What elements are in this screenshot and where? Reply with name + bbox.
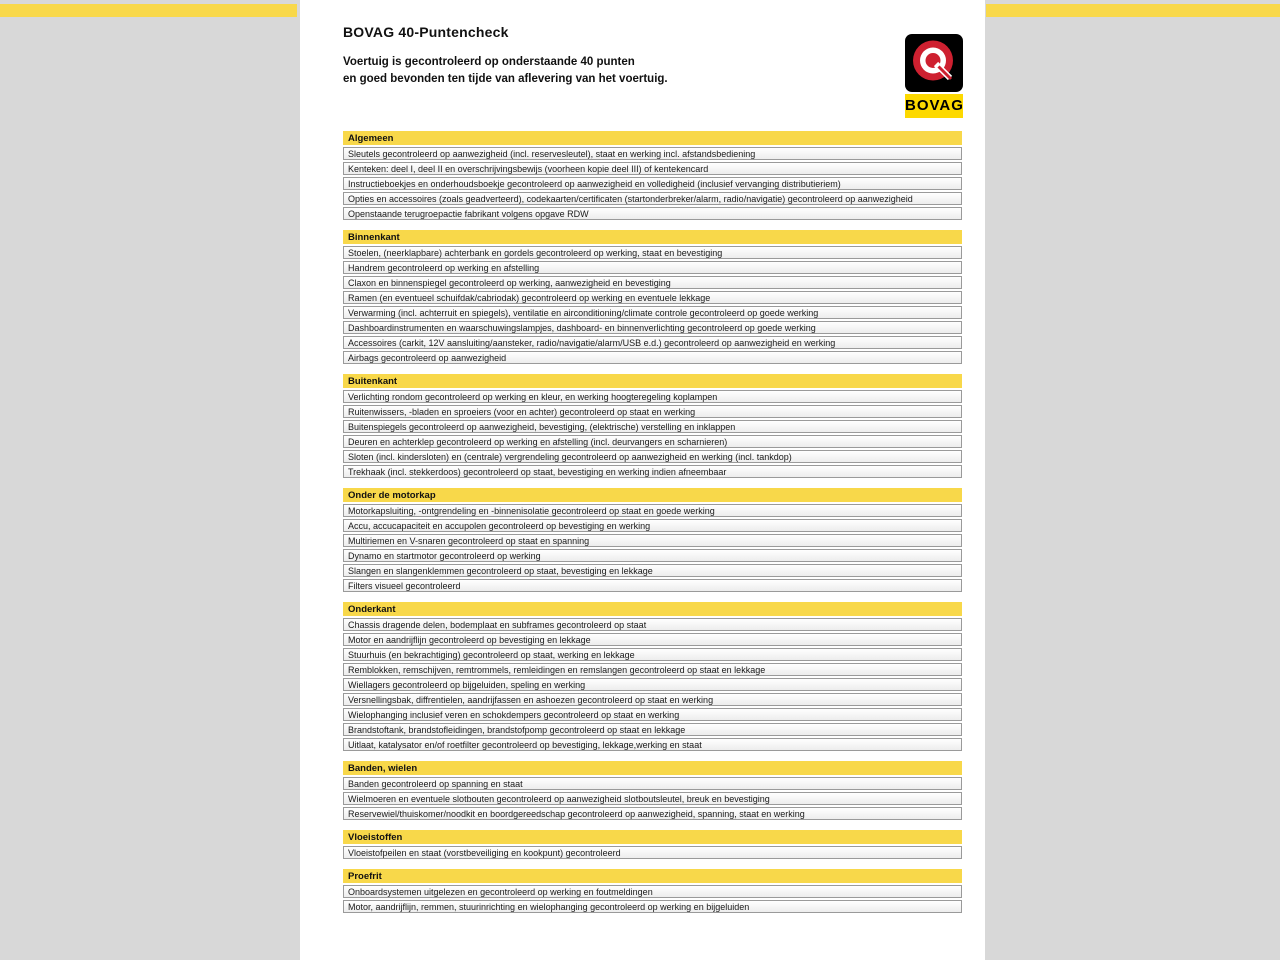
checklist-item: Trekhaak (incl. stekkerdoos) gecontroleerd op staat, bevestiging en werking indien afneembaar [343,465,962,478]
checklist-item: Ramen (en eventueel schuifdak/cabriodak) gecontroleerd op werking en eventuele lekkage [343,291,962,304]
checklist-item: Onboardsystemen uitgelezen en gecontroleerd op werking en foutmeldingen [343,885,962,898]
checklist-item: Motor, aandrijflijn, remmen, stuurinrichting en wielophanging gecontroleerd op werking en bijgeluiden [343,900,962,913]
checklist-item: Banden gecontroleerd op spanning en staat [343,777,962,790]
section-onder-de-motorkap [343,488,962,592]
top-accent-bar-left [0,4,297,17]
checklist-item: Deuren en achterklep gecontroleerd op werking en afstelling (incl. deurvangers en scharnieren) [343,435,962,448]
checklist-item: Remblokken, remschijven, remtrommels, remleidingen en remslangen gecontroleerd op staat en lekkage [343,663,962,676]
bovag-emblem-icon [905,34,963,92]
checklist-item: Instructieboekjes en onderhoudsboekje gecontroleerd op aanwezigheid en volledigheid (inclusief vervanging distributieriem) [343,177,962,190]
checklist-item: Wiellagers gecontroleerd op bijgeluiden, speling en werking [343,678,962,691]
checklist-item: Ruitenwissers, -bladen en sproeiers (voor en achter) gecontroleerd op staat en werking [343,405,962,418]
checklist-item: Brandstoftank, brandstofleidingen, brandstofpomp gecontroleerd op staat en lekkage [343,723,962,736]
checklist [343,131,962,923]
checklist-item: Stoelen, (neerklapbare) achterbank en gordels gecontroleerd op werking, staat en bevestiging [343,246,962,259]
section-algemeen [343,131,962,220]
checklist-item: Claxon en binnenspiegel gecontroleerd op werking, aanwezigheid en bevestiging [343,276,962,289]
section-proefrit [343,869,962,913]
checklist-item: Stuurhuis (en bekrachtiging) gecontroleerd op staat, werking en lekkage [343,648,962,661]
checklist-item: Buitenspiegels gecontroleerd op aanwezigheid, bevestiging, (elektrische) verstelling en inklappen [343,420,962,433]
document-page [300,0,985,960]
checklist-item: Handrem gecontroleerd op werking en afstelling [343,261,962,274]
checklist-item: Dynamo en startmotor gecontroleerd op werking [343,549,962,562]
checklist-item: Wielophanging inclusief veren en schokdempers gecontroleerd op staat en werking [343,708,962,721]
checklist-item: Airbags gecontroleerd op aanwezigheid [343,351,962,364]
section-header: Algemeen [343,131,962,145]
section-header: Buitenkant [343,374,962,388]
checklist-item: Sleutels gecontroleerd op aanwezigheid (incl. reservesleutel), staat en werking incl. afstandsbediening [343,147,962,160]
section-header: Onder de motorkap [343,488,962,502]
checklist-item: Filters visueel gecontroleerd [343,579,962,592]
checklist-item: Uitlaat, katalysator en/of roetfilter gecontroleerd op bevestiging, lekkage,werking en staat [343,738,962,751]
checklist-item: Accu, accucapaciteit en accupolen gecontroleerd op bevestiging en werking [343,519,962,532]
checklist-item: Chassis dragende delen, bodemplaat en subframes gecontroleerd op staat [343,618,962,631]
checklist-item: Reservewiel/thuiskomer/noodkit en boordgereedschap gecontroleerd op aanwezigheid, spanning, staat en werking [343,807,962,820]
section-header: Binnenkant [343,230,962,244]
checklist-item: Verwarming (incl. achterruit en spiegels), ventilatie en airconditioning/climate controle gecontroleerd op goede werking [343,306,962,319]
checklist-item: Accessoires (carkit, 12V aansluiting/aansteker, radio/navigatie/alarm/USB e.d.) gecontroleerd op aanwezigheid en werking [343,336,962,349]
checklist-item: Motorkapsluiting, -ontgrendeling en -binnenisolatie gecontroleerd op staat en goede werking [343,504,962,517]
subtitle-line-2: en goed bevonden ten tijde van aflevering van het voertuig. [343,73,668,85]
checklist-item: Kenteken: deel I, deel II en overschrijvingsbewijs (voorheen kopie deel III) of kentekencard [343,162,962,175]
bovag-logo [905,34,963,118]
section-banden-wielen [343,761,962,820]
section-header: Proefrit [343,869,962,883]
checklist-item: Multiriemen en V-snaren gecontroleerd op staat en spanning [343,534,962,547]
section-header: Banden, wielen [343,761,962,775]
checklist-item: Verlichting rondom gecontroleerd op werking en kleur, en werking hoogteregeling koplampen [343,390,962,403]
section-header: Onderkant [343,602,962,616]
checklist-item: Opties en accessoires (zoals geadverteerd), codekaarten/certificaten (startonderbreker/alarm, radio/navigatie) gecontroleerd op aanwezigheid [343,192,962,205]
checklist-item: Sloten (incl. kindersloten) en (centrale) vergrendeling gecontroleerd op aanwezigheid en werking (incl. tankdop) [343,450,962,463]
subtitle-line-1: Voertuig is gecontroleerd op onderstaande 40 punten [343,56,635,68]
bovag-logo-wordmark: BOVAG [905,94,963,118]
checklist-item: Openstaande terugroepactie fabrikant volgens opgave RDW [343,207,962,220]
page-subtitle [343,54,668,88]
checklist-item: Dashboardinstrumenten en waarschuwingslampjes, dashboard- en binnenverlichting gecontroleerd op goede werking [343,321,962,334]
page-title: BOVAG 40-Puntencheck [343,24,509,40]
section-onderkant [343,602,962,751]
section-header: Vloeistoffen [343,830,962,844]
checklist-item: Motor en aandrijflijn gecontroleerd op bevestiging en lekkage [343,633,962,646]
checklist-item: Versnellingsbak, diffrentielen, aandrijfassen en ashoezen gecontroleerd op staat en werking [343,693,962,706]
section-binnenkant [343,230,962,364]
top-accent-bar-right [986,4,1280,17]
checklist-item: Slangen en slangenklemmen gecontroleerd op staat, bevestiging en lekkage [343,564,962,577]
checklist-item: Wielmoeren en eventuele slotbouten gecontroleerd op aanwezigheid slotboutsleutel, breuk en bevestiging [343,792,962,805]
section-vloeistoffen [343,830,962,859]
section-buitenkant [343,374,962,478]
checklist-item: Vloeistofpeilen en staat (vorstbeveiliging en kookpunt) gecontroleerd [343,846,962,859]
